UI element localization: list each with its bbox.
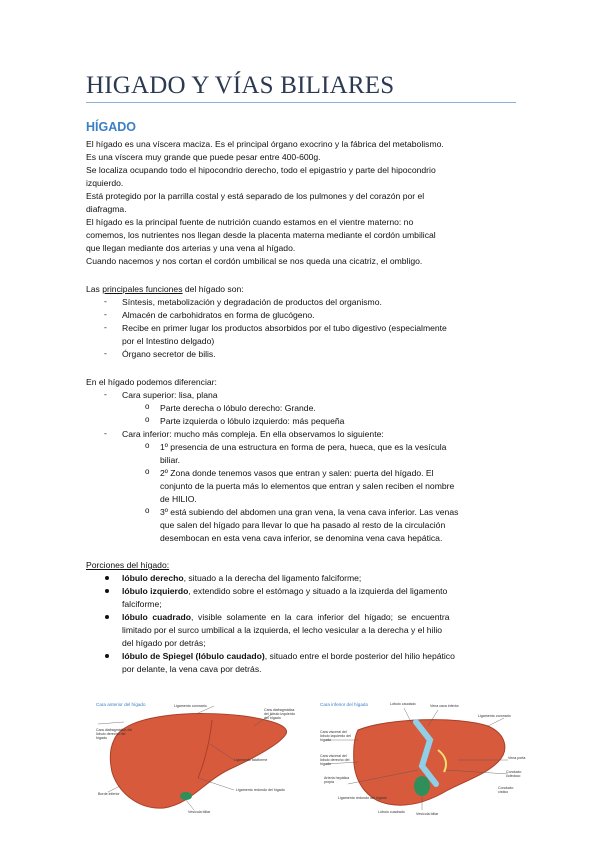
dash-bullet: - (104, 348, 107, 358)
portion-item (122, 650, 455, 662)
bullet-dot (105, 576, 109, 580)
portion-item-cont: por delante, la vena cava por detrás. (122, 664, 262, 674)
portion-text: , situado entre el borde posterior del hilio hepático (264, 651, 455, 661)
portion-name: lóbulo de Spiegel (lóbulo caudado) (122, 651, 265, 661)
intro-line: El hígado es la principal fuente de nutrición cuando estamos en el vientre materno: no (86, 217, 414, 227)
inferior-face: Cara inferior: mucho más compleja. En ella observamos lo siguiente: (122, 429, 384, 439)
figure-liver-anterior (94, 700, 298, 818)
dash-bullet: - (104, 428, 107, 438)
page-title: HIGADO Y VÍAS BILIARES (86, 72, 395, 99)
figure-label: Vesícula biliar (416, 812, 439, 816)
portion-text: , visible solamente en la cara inferior del hígado; se encuentra (191, 612, 450, 622)
intro-line: Es una víscera muy grande que puede pesar entre 400-600g. (86, 152, 321, 162)
bullet-dot (105, 589, 109, 593)
bullet-dot (105, 615, 109, 619)
inferior-item: 1º presencia de una estructura en forma de pera, hueca, que es la vesícula (160, 442, 447, 452)
intro-line: Se localiza ocupando todo el hipocondrio derecho, todo el epigastrio y parte del hipocondrio (86, 165, 436, 175)
figure-label: Borde inferior (98, 792, 120, 796)
dash-bullet: - (104, 322, 107, 332)
intro-line: diafragma. (86, 204, 127, 214)
intro-line: comemos, los nutrientes nos llegan desde la placenta materna mediante el cordón umbilical (86, 230, 436, 240)
function-item: Recibe en primer lugar los productos absorbidos por el tubo digestivo (especialmente (122, 323, 447, 333)
figure-title: Cara anterior del hígado (96, 702, 146, 707)
functions-prefix: Las (86, 284, 103, 294)
figure-label: Vesícula biliar (188, 810, 211, 814)
functions-underlined: principales funciones (102, 284, 183, 294)
dash-bullet: - (104, 389, 107, 399)
section-title: HÍGADO (86, 120, 136, 134)
dash-bullet: - (104, 309, 107, 319)
differentiate-heading: En el hígado podemos diferenciar: (86, 377, 217, 387)
dash-bullet: - (104, 296, 107, 306)
inferior-item-cont: que salen del hígado para llevar lo que ha pasado al resto de la circulación (160, 520, 446, 530)
figure-label: Ligamento coronario (174, 704, 207, 708)
circle-bullet: o (145, 467, 150, 476)
title-rule (86, 102, 516, 103)
portion-item (122, 572, 361, 584)
inferior-item-cont: biliar. (160, 455, 181, 465)
inferior-item: 2º Zona donde tenemos vasos que entran y salen: puerta del hígado. El (160, 468, 434, 478)
circle-bullet: o (145, 415, 150, 424)
figure-label: Lóbulo caudado (390, 702, 416, 706)
intro-line: Cuando nacemos y nos cortan el cordón umbilical se nos queda una cicatriz, el ombligo. (86, 256, 423, 266)
intro-line: Está protegido por la parrilla costal y está separado de los pulmones y del corazón por el (86, 191, 425, 201)
figure-label: Cara visceral del lóbulo izquierdo del hígado (320, 730, 351, 742)
inferior-item-cont: de HILIO. (160, 494, 197, 504)
figure-label: Ligamento falciforme (234, 758, 268, 762)
figure-label: Conducto cístico (498, 786, 514, 794)
figure-label: Lóbulo cuadrado (378, 810, 405, 814)
figure-label: Cara visceral del lóbulo derecho del hígado (320, 754, 350, 766)
function-item: Órgano secretor de bilis. (122, 349, 216, 359)
inferior-item: 3º está subiendo del abdomen una gran vena, la vena cava inferior. Las venas (160, 507, 459, 517)
portion-name: lóbulo derecho (122, 573, 184, 583)
circle-bullet: o (145, 441, 150, 450)
figure-label: Ligamento redondo del hígado (338, 796, 387, 800)
circle-bullet: o (145, 506, 150, 515)
lobe-item: Parte izquierda o lóbulo izquierdo: más pequeña (160, 416, 345, 426)
figure-label: Ligamento coronario (478, 714, 511, 718)
portion-text: , situado a la derecha del ligamento falciforme; (183, 573, 362, 583)
figure-label: Cara diafragmática del lóbulo izquierdo del hígado (264, 708, 295, 720)
portion-item (122, 611, 450, 623)
portion-item (122, 585, 447, 597)
inferior-item-cont: conjunto de la puerta más lo elementos que entran y salen reciben el nombre (160, 481, 455, 491)
figure-label: Conducto colédoco (506, 770, 522, 778)
lobe-item: Parte derecha o lóbulo derecho: Grande. (160, 403, 316, 413)
portion-name: lóbulo izquierdo (122, 586, 189, 596)
portion-item-cont: limitado por el surco umbilical a la izquierda, el lecho vesicular a la derecha y el hilio (122, 625, 443, 635)
function-item-cont: por el Intestino delgado) (122, 336, 215, 346)
portion-name: lóbulo cuadrado (122, 612, 192, 622)
figure-label: Cara diafragmática del lóbulo derecho del hígado (96, 728, 133, 740)
portion-item-cont: falciforme; (122, 599, 162, 609)
figure-title: Cara inferior del hígado (320, 702, 369, 707)
intro-line: izquierdo. (86, 178, 124, 188)
figure-label: Vena cava inferior (430, 704, 459, 708)
figure-liver-inferior (318, 700, 526, 818)
figure-label: Ligamento redondo del hígado (236, 788, 285, 792)
portion-item-cont: del hígado por detrás; (122, 638, 206, 648)
portions-heading: Porciones del hígado: (86, 560, 170, 570)
bullet-dot (105, 654, 109, 658)
inferior-item-cont: desembocan en esta vena cava inferior, se denomina vena cava hepática. (160, 533, 443, 543)
circle-bullet: o (145, 402, 150, 411)
intro-line: que llegan mediante dos arterias y una vena al hígado. (86, 243, 296, 253)
figure-label: Arteria hepática propia (324, 776, 350, 784)
function-item: Síntesis, metabolización y degradación de productos del organismo. (122, 297, 382, 307)
superior-face: Cara superior: lisa, plana (122, 390, 218, 400)
intro-line: El hígado es una víscera maciza. Es el principal órgano exocrino y la fábrica del metabolismo. (86, 139, 444, 149)
portion-text: , extendido sobre el estómago y situado a la izquierda del ligamento (188, 586, 448, 596)
function-item: Almacén de carbohidratos en forma de glucógeno. (122, 310, 315, 320)
functions-heading (86, 283, 244, 295)
figure-label: Vena porta (508, 756, 526, 760)
functions-suffix: del hígado son: (182, 284, 244, 294)
